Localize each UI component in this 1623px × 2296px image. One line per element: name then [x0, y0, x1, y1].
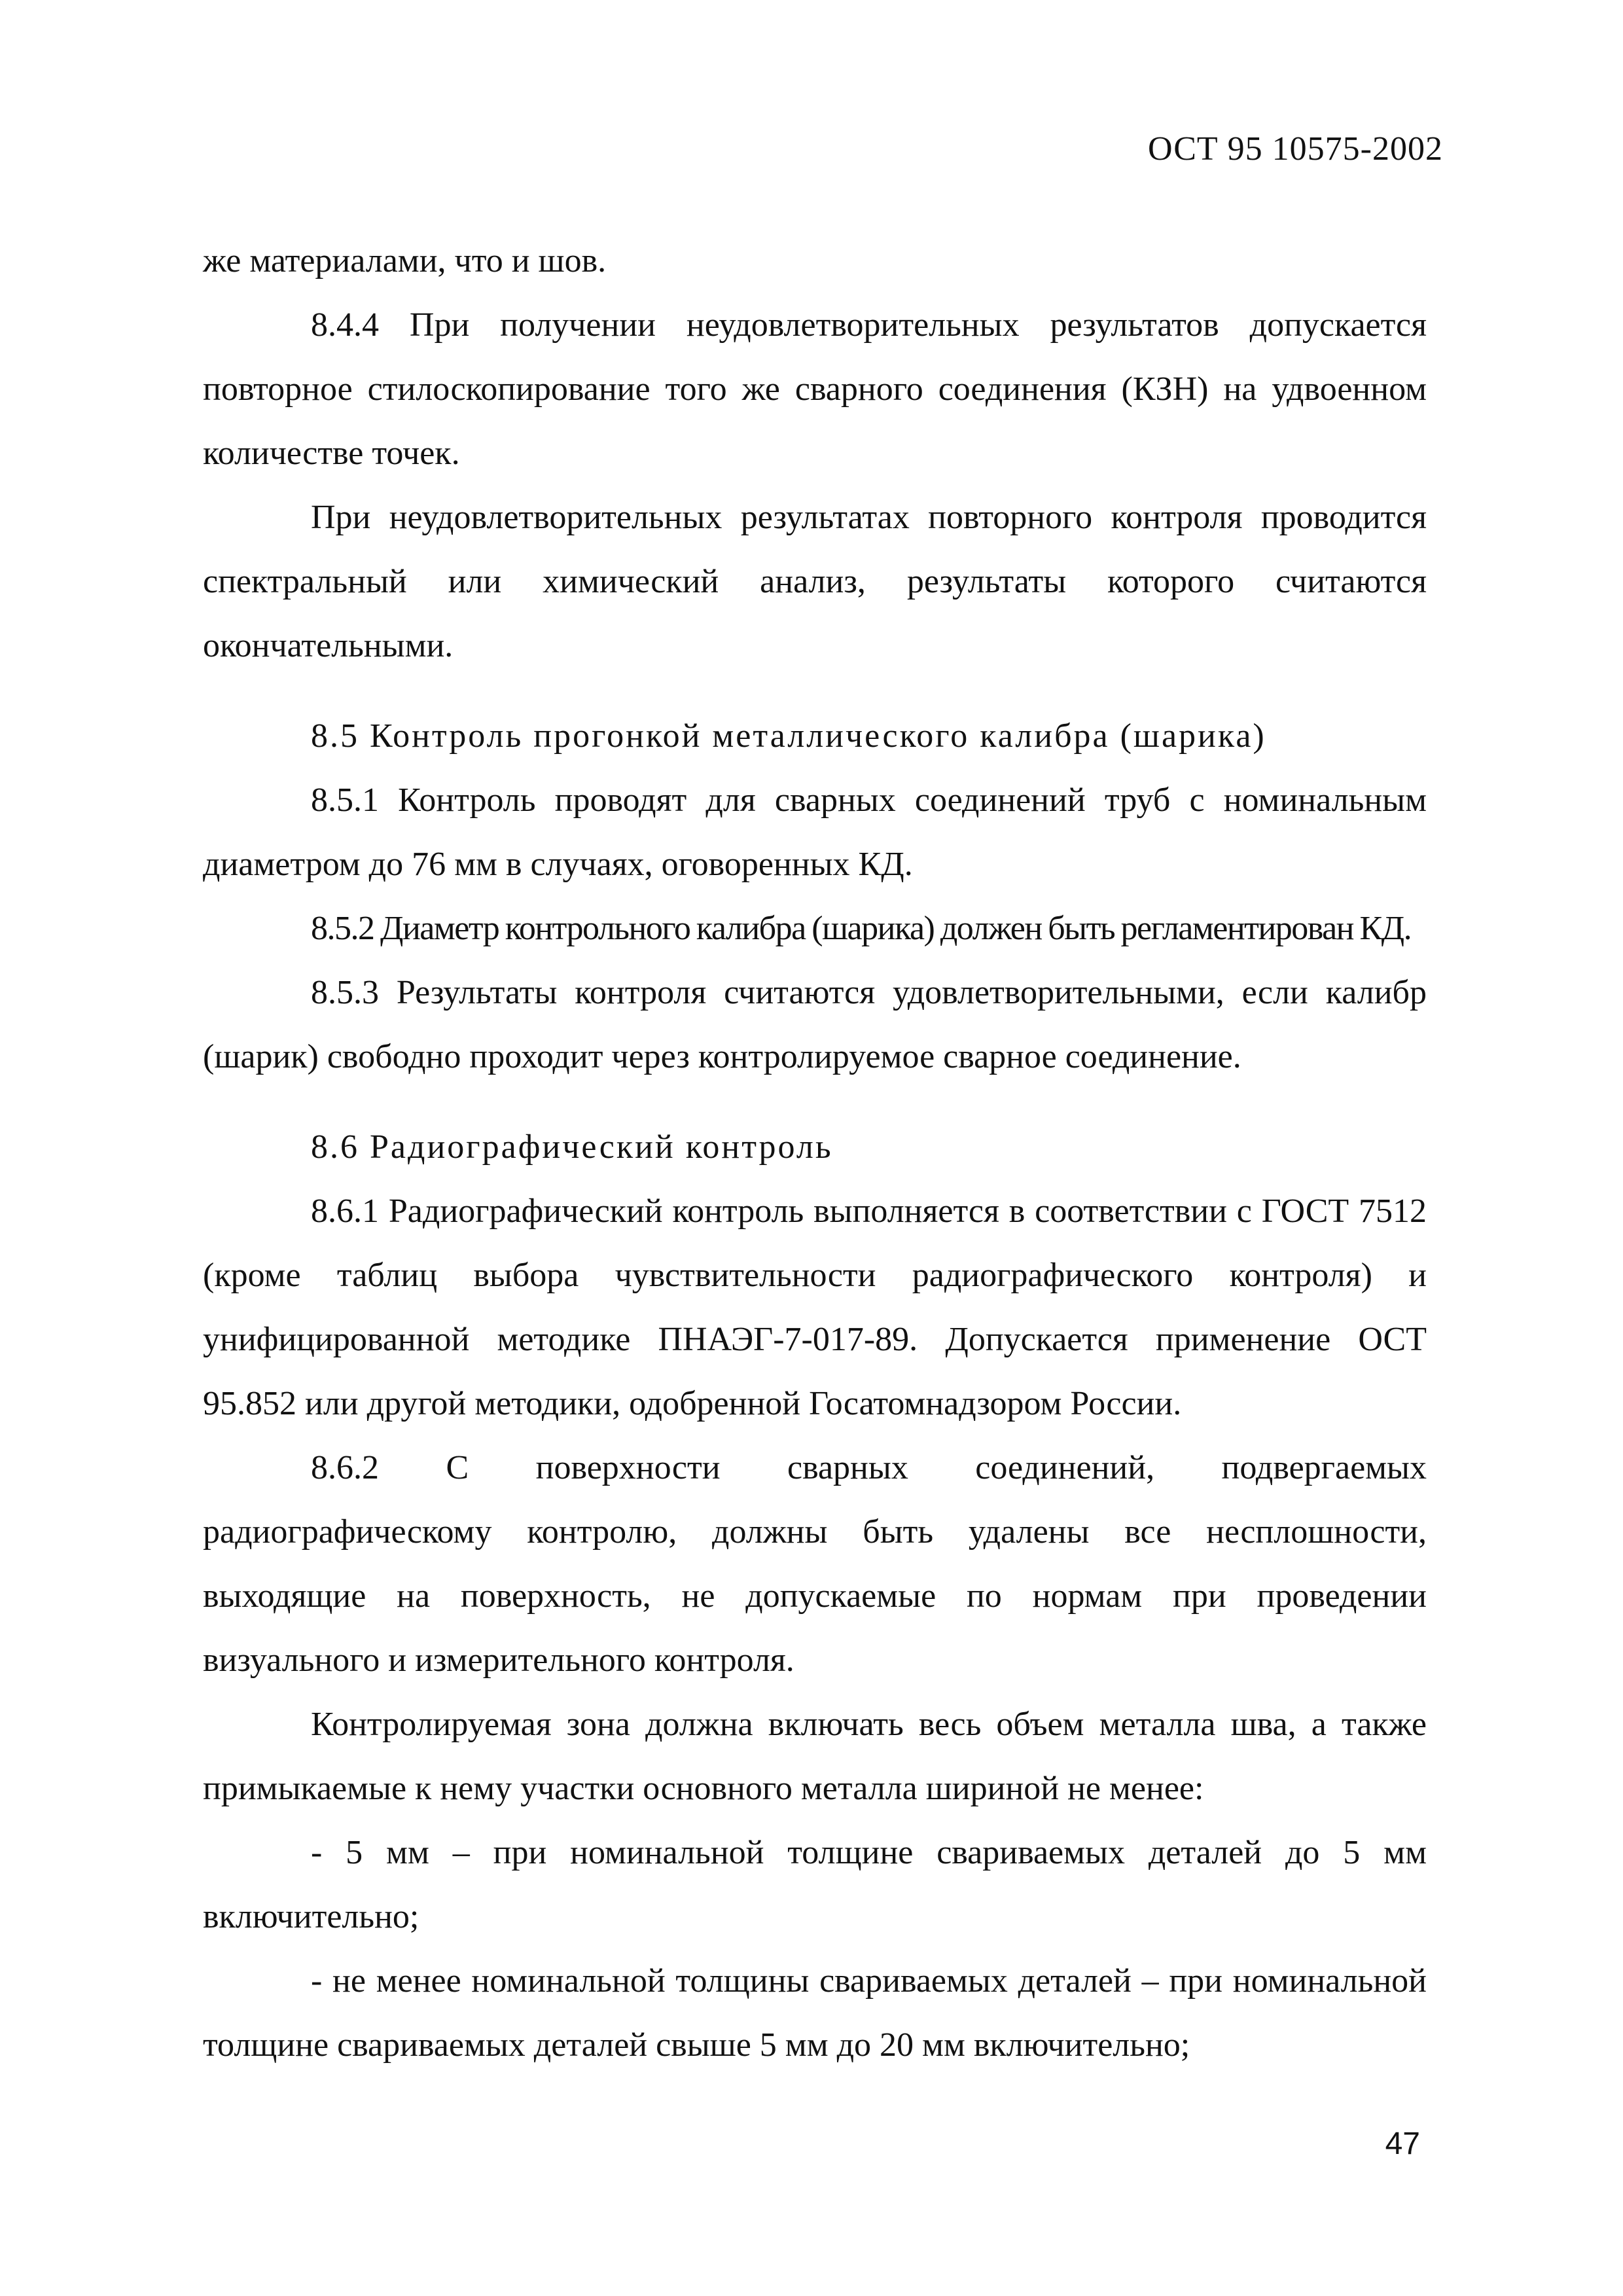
- paragraph-8-5-3: 8.5.3 Результаты контроля считаются удовлетворительными, если калибр (шарик) свободно проходит через контролируемое сварное соединение.: [203, 974, 1427, 1075]
- paragraph-8-5-2: 8.5.2 Диаметр контрольного калибра (шарика) должен быть регламентирован КД.: [311, 910, 1412, 947]
- paragraph-repeat-control: При неудовлетворительных результатах повторного контроля проводится спектральный или химический анализ, результаты которого считаются окончательными.: [203, 499, 1427, 664]
- paragraph-8-5-1: 8.5.1 Контроль проводят для сварных соединений труб с номинальным диаметром до 76 мм в случаях, оговоренных КД.: [203, 781, 1427, 883]
- paragraph-8-6-1: 8.6.1 Радиографический контроль выполняется в соответствии с ГОСТ 7512 (кроме таблиц выбора чувствительности радиографического контроля) и унифицированной методике ПНАЭГ-7-017-89. Допускается применение ОСТ 95.852 или другой методики, одобренной Госатомнадзором России.: [203, 1193, 1427, 1422]
- paragraph-controlled-zone: Контролируемая зона должна включать весь объем металла шва, а также примыкаемые к нему участки основного металла шириной не менее:: [203, 1706, 1427, 1807]
- list-item-5mm: - 5 мм – при номинальной толщине свариваемых деталей до 5 мм включительно;: [203, 1834, 1427, 1935]
- section-heading-8-5: 8.5 Контроль прогонкой металлического калибра (шарика): [311, 717, 1266, 755]
- paragraph-8-6-2: 8.6.2 С поверхности сварных соединений, подвергаемых радиографическому контролю, должны быть удалены все несплошности, выходящие на поверхность, не допускаемые по нормам при проведении визуального и измерительного контроля.: [203, 1449, 1427, 1679]
- document-code: ОСТ 95 10575-2002: [1148, 130, 1443, 168]
- paragraph-continuation: же материалами, что и шов.: [203, 242, 607, 279]
- list-item-over-5mm: - не менее номинальной толщины свариваемых деталей – при номинальной толщине свариваемых деталей свыше 5 мм до 20 мм включительно;: [203, 1962, 1427, 2064]
- document-body: [203, 229, 1427, 2077]
- paragraph-8-4-4: 8.4.4 При получении неудовлетворительных результатов допускается повторное стилоскопирование того же сварного соединения (КЗН) на удвоенном количестве точек.: [203, 306, 1427, 472]
- section-heading-8-6: 8.6 Радиографический контроль: [311, 1128, 833, 1166]
- page-number: 47: [1385, 2126, 1420, 2161]
